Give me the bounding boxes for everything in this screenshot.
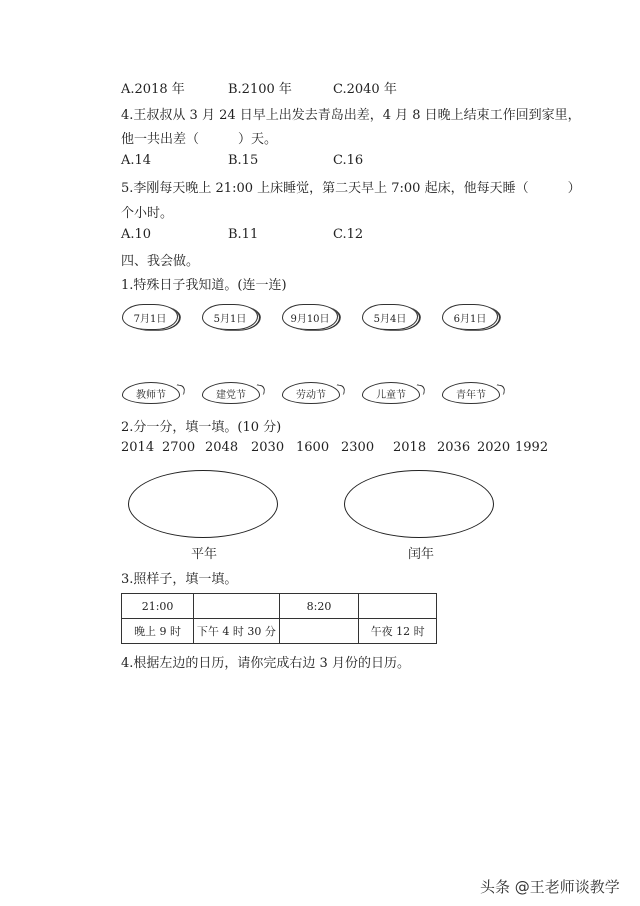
year-item: 2036 [437, 440, 471, 455]
date-cloud [362, 304, 418, 330]
date-cloud [442, 304, 498, 330]
q4-option-c: C.16 [333, 153, 364, 168]
holiday-leaf [362, 382, 420, 404]
holiday-label: 劳动节 [296, 389, 326, 401]
q5-option-c: C.12 [333, 227, 364, 242]
date-cloud [122, 304, 178, 330]
common-year-label: 平年 [191, 547, 218, 562]
p4-title: 4.根据左边的日历，请你完成右边 3 月份的日历。 [121, 656, 410, 671]
p2-title: 2.分一分，填一填。(10 分) [121, 420, 282, 435]
date-label: 9月10日 [290, 313, 330, 325]
holiday-label: 教师节 [136, 389, 166, 401]
holiday-label: 儿童节 [376, 389, 406, 401]
section-title: 四、我会做。 [121, 254, 200, 269]
year-item: 2014 [121, 440, 155, 455]
p3-title: 3.照样子，填一填。 [121, 572, 238, 587]
date-label: 5月4日 [373, 313, 407, 325]
holiday-leaf [282, 382, 340, 404]
p1-title: 1.特殊日子我知道。(连一连) [121, 278, 287, 293]
holiday-label: 青年节 [456, 389, 486, 401]
table-row [122, 594, 437, 619]
q5-line1: 5.李刚每天晚上 21:00 上床睡觉，第二天早上 7:00 起床，他每天睡（ ） [121, 181, 581, 196]
year-item: 2048 [205, 440, 239, 455]
holiday-leaf [122, 382, 180, 404]
table-cell: 晚上 9 时 [122, 619, 194, 644]
table-cell: 午夜 12 时 [359, 619, 437, 644]
q4-option-a: A.14 [121, 153, 152, 168]
q4-line2: 他一共出差（ ）天。 [121, 132, 278, 147]
q4-line1: 4.王叔叔从 3 月 24 日早上出发去青岛出差，4 月 8 日晚上结束工作回到家里， [121, 108, 581, 123]
year-item: 1600 [296, 440, 330, 455]
year-item: 2700 [162, 440, 196, 455]
common-year-ellipse [128, 470, 278, 538]
date-label: 7月1日 [133, 313, 167, 325]
year-item: 2018 [393, 440, 427, 455]
leap-year-ellipse [344, 470, 494, 538]
date-cloud [282, 304, 338, 330]
table-cell: 下午 4 时 30 分 [194, 619, 279, 644]
table-cell: 21:00 [122, 594, 194, 619]
year-item: 2300 [341, 440, 375, 455]
year-item: 2030 [251, 440, 285, 455]
q4-option-b: B.15 [228, 153, 259, 168]
q5-option-b: B.11 [228, 227, 259, 242]
table-row [122, 619, 437, 644]
q3-option-a: A.2018 年 [121, 82, 185, 97]
time-table [121, 593, 437, 644]
date-label: 6月1日 [453, 313, 487, 325]
table-cell [194, 594, 279, 619]
holiday-leaf [442, 382, 500, 404]
year-item: 2020 [477, 440, 511, 455]
q3-option-b: B.2100 年 [228, 82, 292, 97]
date-cloud [202, 304, 258, 330]
holiday-leaf [202, 382, 260, 404]
watermark: 头条 @王老师谈教学 [480, 878, 620, 896]
date-label: 5月1日 [213, 313, 247, 325]
q5-option-a: A.10 [121, 227, 152, 242]
leap-year-label: 闰年 [408, 547, 435, 562]
year-item: 1992 [515, 440, 549, 455]
table-cell: 8:20 [279, 594, 359, 619]
table-cell [279, 619, 359, 644]
q5-line2: 个小时。 [121, 206, 174, 221]
q3-option-c: C.2040 年 [333, 82, 397, 97]
table-cell [359, 594, 437, 619]
holiday-label: 建党节 [216, 389, 246, 401]
